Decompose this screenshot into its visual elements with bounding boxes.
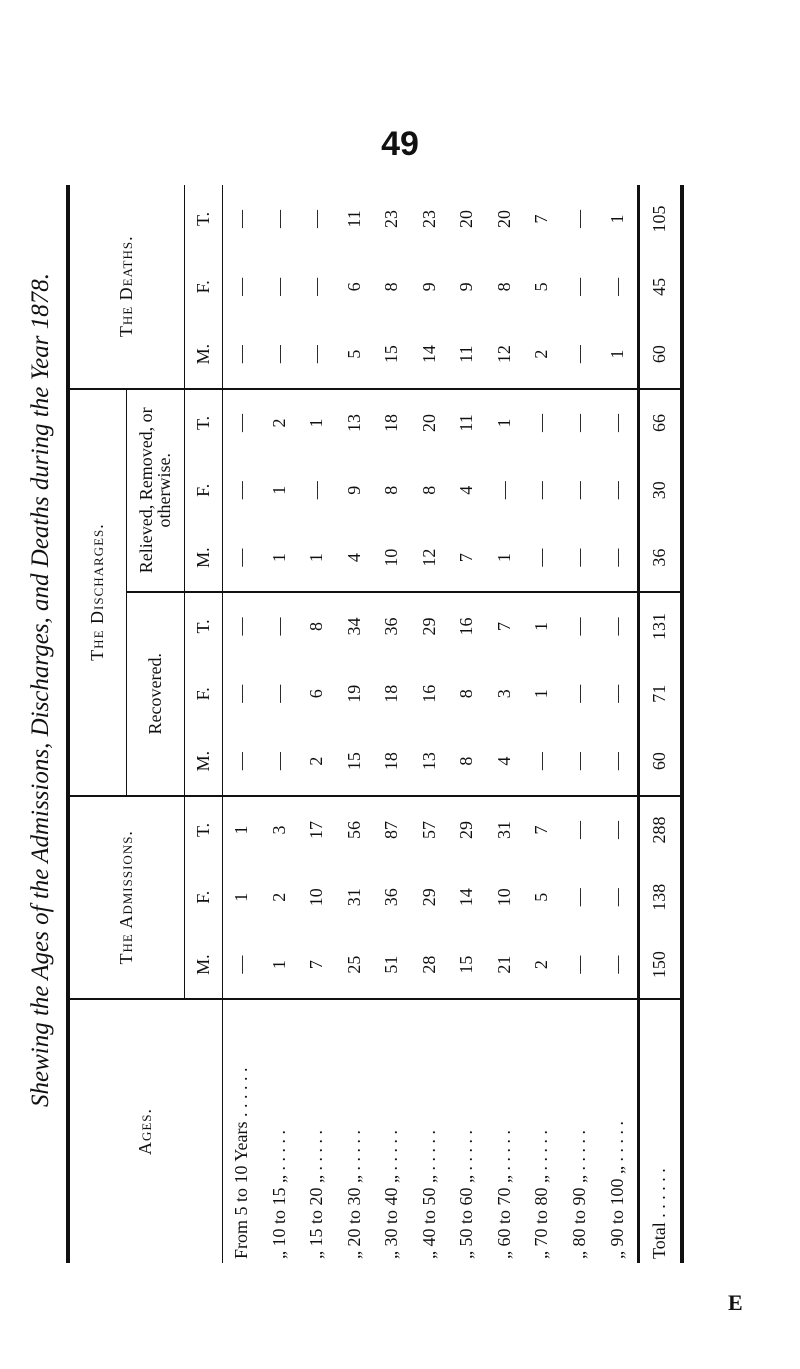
table-cell: 8: [456, 689, 477, 699]
table-cell: 7: [531, 214, 552, 224]
table-cell: 8: [418, 485, 439, 495]
table-cell: 87: [381, 820, 402, 839]
table-cell: 29: [456, 820, 477, 839]
table-cell: 15: [448, 931, 486, 999]
table-cell: 6: [306, 689, 327, 699]
header-row-groups: [68, 185, 126, 1263]
age-range: „ 60 to 70 „ . . . . .: [493, 1130, 514, 1259]
age-range: „ 50 to 60 „ . . . . .: [456, 1130, 477, 1259]
header-rec-f: F.: [184, 660, 222, 728]
table-cell: —: [523, 524, 561, 592]
table-cell: 150: [638, 931, 682, 999]
table-cell: 31: [493, 820, 514, 839]
table-cell: —: [222, 321, 260, 389]
table-cell: 7: [448, 524, 486, 592]
table-cell: 1: [230, 892, 251, 902]
table-cell: 1: [268, 485, 289, 495]
table-cell: —: [523, 728, 561, 796]
table-cell: 1: [598, 321, 638, 389]
table-cell: 11: [343, 210, 364, 228]
table-cell: 12: [410, 524, 448, 592]
table-cell: 8: [381, 485, 402, 495]
age-range: „ 70 to 80 „ . . . . .: [531, 1130, 552, 1259]
table-cell: 9: [343, 485, 364, 495]
table-cell: 16: [418, 684, 439, 703]
header-recovered: Recovered.: [126, 592, 184, 795]
table-cell: 13: [410, 728, 448, 796]
table-cell: 6: [343, 282, 364, 292]
table-cell: 71: [638, 660, 682, 728]
table-cell: 1: [606, 214, 627, 224]
table-cell: —: [222, 524, 260, 592]
age-range: „ 10 to 15 „ . . . . .: [268, 1130, 289, 1259]
table-cell: —: [606, 684, 627, 703]
table-row: [373, 185, 411, 1263]
table-cell: 7: [531, 825, 552, 835]
table-cell: —: [568, 684, 589, 703]
table-cell: —: [222, 931, 260, 999]
table-cell: 4: [485, 728, 523, 796]
table-cell: 13: [343, 413, 364, 432]
table-row: [598, 185, 638, 1263]
table-cell: 31: [343, 888, 364, 907]
table-cell: —: [230, 617, 251, 636]
table-cell: 7: [493, 621, 514, 631]
table-cell: 21: [485, 931, 523, 999]
table-cell: 4: [456, 485, 477, 495]
table-cell: 28: [410, 931, 448, 999]
table-cell: —: [230, 684, 251, 703]
table-cell: —: [568, 481, 589, 500]
table-cell: 18: [373, 728, 411, 796]
age-range: „ 15 to 20 „ . . . . .: [306, 1130, 327, 1259]
table-cell: 5: [335, 321, 373, 389]
table-cell: 3: [493, 689, 514, 699]
table-cell: 1: [485, 524, 523, 592]
header-death-m: M.: [184, 321, 222, 389]
table-cell: 1: [230, 825, 251, 835]
table-cell: 131: [638, 592, 682, 660]
table-cell: 29: [418, 617, 439, 636]
table-row: [448, 185, 486, 1263]
table-cell: —: [606, 481, 627, 500]
age-range: „ 20 to 30 „ . . . . .: [343, 1130, 364, 1259]
table-cell: —: [230, 277, 251, 296]
table-cell: 16: [456, 617, 477, 636]
table-cell: —: [598, 931, 638, 999]
table-cell: 8: [448, 728, 486, 796]
table-cell: 18: [381, 413, 402, 432]
table-row: [485, 185, 523, 1263]
header-death-f: F.: [184, 253, 222, 321]
table-cell: 2: [523, 321, 561, 389]
table-cell: 30: [638, 456, 682, 524]
side-title-text: Shewing the Ages of the Admissions, Discharges, and Deaths during the Year 1878.: [27, 272, 54, 1108]
table-cell: 5: [531, 892, 552, 902]
table-cell: 45: [638, 253, 682, 321]
header-discharges: The Discharges.: [68, 389, 126, 796]
table-cell: 1: [260, 524, 298, 592]
signature-mark: E: [728, 1290, 743, 1315]
table-cell: —: [598, 524, 638, 592]
table-cell: 105: [638, 185, 682, 253]
table-cell: —: [606, 888, 627, 907]
table-row: [222, 185, 260, 1263]
table-cell: 10: [306, 888, 327, 907]
table-cell: 7: [298, 931, 336, 999]
table-row: [560, 185, 598, 1263]
table-cell: 36: [381, 617, 402, 636]
side-title: [25, 50, 57, 1330]
table-cell: 1: [306, 418, 327, 428]
table-cell: —: [560, 728, 598, 796]
table-cell: 4: [335, 524, 373, 592]
table-cell: 11: [456, 414, 477, 432]
age-range: „ 90 to 100 „ . . . . .: [606, 1121, 627, 1259]
table-cell: 1: [531, 689, 552, 699]
table-cell: 66: [638, 389, 682, 457]
table-cell: —: [560, 524, 598, 592]
table-cell: —: [560, 931, 598, 999]
table-cell: —: [222, 728, 260, 796]
table-cell: 2: [523, 931, 561, 999]
table-cell: —: [598, 728, 638, 796]
table-cell: 10: [493, 888, 514, 907]
table-cell: 36: [638, 524, 682, 592]
age-range: „ 30 to 40 „ . . . . .: [381, 1130, 402, 1259]
table-cell: 1: [493, 418, 514, 428]
table-cell: 9: [418, 282, 439, 292]
age-range: „ 40 to 50 „ . . . . .: [418, 1130, 439, 1259]
table-cell: 15: [335, 728, 373, 796]
header-relieved: Relieved, Removed, or otherwise.: [126, 389, 184, 592]
admissions-discharges-deaths-table: [66, 185, 684, 1263]
table-cell: 1: [260, 931, 298, 999]
table-cell: 2: [268, 892, 289, 902]
header-rec-t: T.: [184, 592, 222, 660]
table-cell: 138: [638, 863, 682, 931]
table-cell: 1: [298, 524, 336, 592]
header-rel-m: M.: [184, 524, 222, 592]
table-cell: 19: [343, 684, 364, 703]
table-cell: —: [568, 888, 589, 907]
age-range: From 5 to 10 Years . . . . . .: [230, 1067, 251, 1259]
age-range: „ 80 to 90 „ . . . . .: [568, 1130, 589, 1259]
table-cell: —: [568, 413, 589, 432]
table-cell: 23: [381, 209, 402, 228]
table-cell: 9: [456, 282, 477, 292]
table-cell: —: [606, 413, 627, 432]
table-cell: 20: [418, 413, 439, 432]
header-rec-m: M.: [184, 728, 222, 796]
page-number: 49: [381, 125, 419, 163]
table-cell: —: [306, 209, 327, 228]
table-cell: —: [606, 617, 627, 636]
table-cell: 2: [268, 418, 289, 428]
table-cell: 60: [638, 321, 682, 389]
table-cell: —: [606, 820, 627, 839]
header-admissions: The Admissions.: [68, 796, 184, 999]
table-cell: 11: [448, 321, 486, 389]
table-cell: 57: [418, 820, 439, 839]
table-cell: 12: [485, 321, 523, 389]
table-cell: 36: [381, 888, 402, 907]
table-cell: —: [268, 617, 289, 636]
table-cell: 1: [531, 621, 552, 631]
header-rel-f: F.: [184, 456, 222, 524]
table-cell: 8: [306, 621, 327, 631]
table-cell: —: [531, 481, 552, 500]
table-cell: —: [306, 481, 327, 500]
table-cell: 34: [343, 617, 364, 636]
table-cell: —: [260, 321, 298, 389]
table-cell: 56: [343, 820, 364, 839]
table-cell: 29: [418, 888, 439, 907]
table-cell: 8: [493, 282, 514, 292]
table-cell: 15: [373, 321, 411, 389]
total-row: [638, 185, 682, 1263]
table-cell: —: [230, 413, 251, 432]
table-cell: —: [268, 277, 289, 296]
header-adm-f: F.: [184, 863, 222, 931]
table-cell: 51: [373, 931, 411, 999]
header-deaths: The Deaths.: [68, 185, 184, 389]
table-row: [260, 185, 298, 1263]
table-cell: —: [493, 481, 514, 500]
table-cell: 288: [638, 796, 682, 864]
table-cell: 25: [335, 931, 373, 999]
table-cell: —: [260, 728, 298, 796]
table-cell: 18: [381, 684, 402, 703]
header-adm-m: M.: [184, 931, 222, 999]
statistics-table-rotated: [66, 185, 684, 1263]
table-cell: —: [298, 321, 336, 389]
table-cell: —: [268, 209, 289, 228]
table-row: [335, 185, 373, 1263]
table-cell: —: [606, 277, 627, 296]
header-death-t: T.: [184, 185, 222, 253]
table-cell: —: [230, 209, 251, 228]
table-cell: 14: [456, 888, 477, 907]
table-cell: —: [268, 684, 289, 703]
table-cell: —: [560, 321, 598, 389]
table-cell: 2: [298, 728, 336, 796]
table-cell: —: [230, 481, 251, 500]
table-cell: 23: [418, 209, 439, 228]
table-cell: 20: [493, 209, 514, 228]
table-row: [298, 185, 336, 1263]
header-adm-t: T.: [184, 796, 222, 864]
table-row: [523, 185, 561, 1263]
header-ages: Ages.: [68, 999, 222, 1263]
table-cell: —: [568, 209, 589, 228]
table-cell: —: [306, 277, 327, 296]
table-cell: 3: [268, 825, 289, 835]
table-cell: 5: [531, 282, 552, 292]
table-row: [410, 185, 448, 1263]
table-cell: 14: [410, 321, 448, 389]
table-cell: —: [568, 277, 589, 296]
table-cell: 8: [381, 282, 402, 292]
table-cell: 17: [306, 820, 327, 839]
table-cell: —: [531, 413, 552, 432]
table-cell: —: [568, 820, 589, 839]
table-cell: 20: [456, 209, 477, 228]
table-cell: 60: [638, 728, 682, 796]
total-label: Total . . . . . .: [638, 999, 682, 1263]
table-cell: —: [568, 617, 589, 636]
header-rel-t: T.: [184, 389, 222, 457]
table-cell: 10: [373, 524, 411, 592]
